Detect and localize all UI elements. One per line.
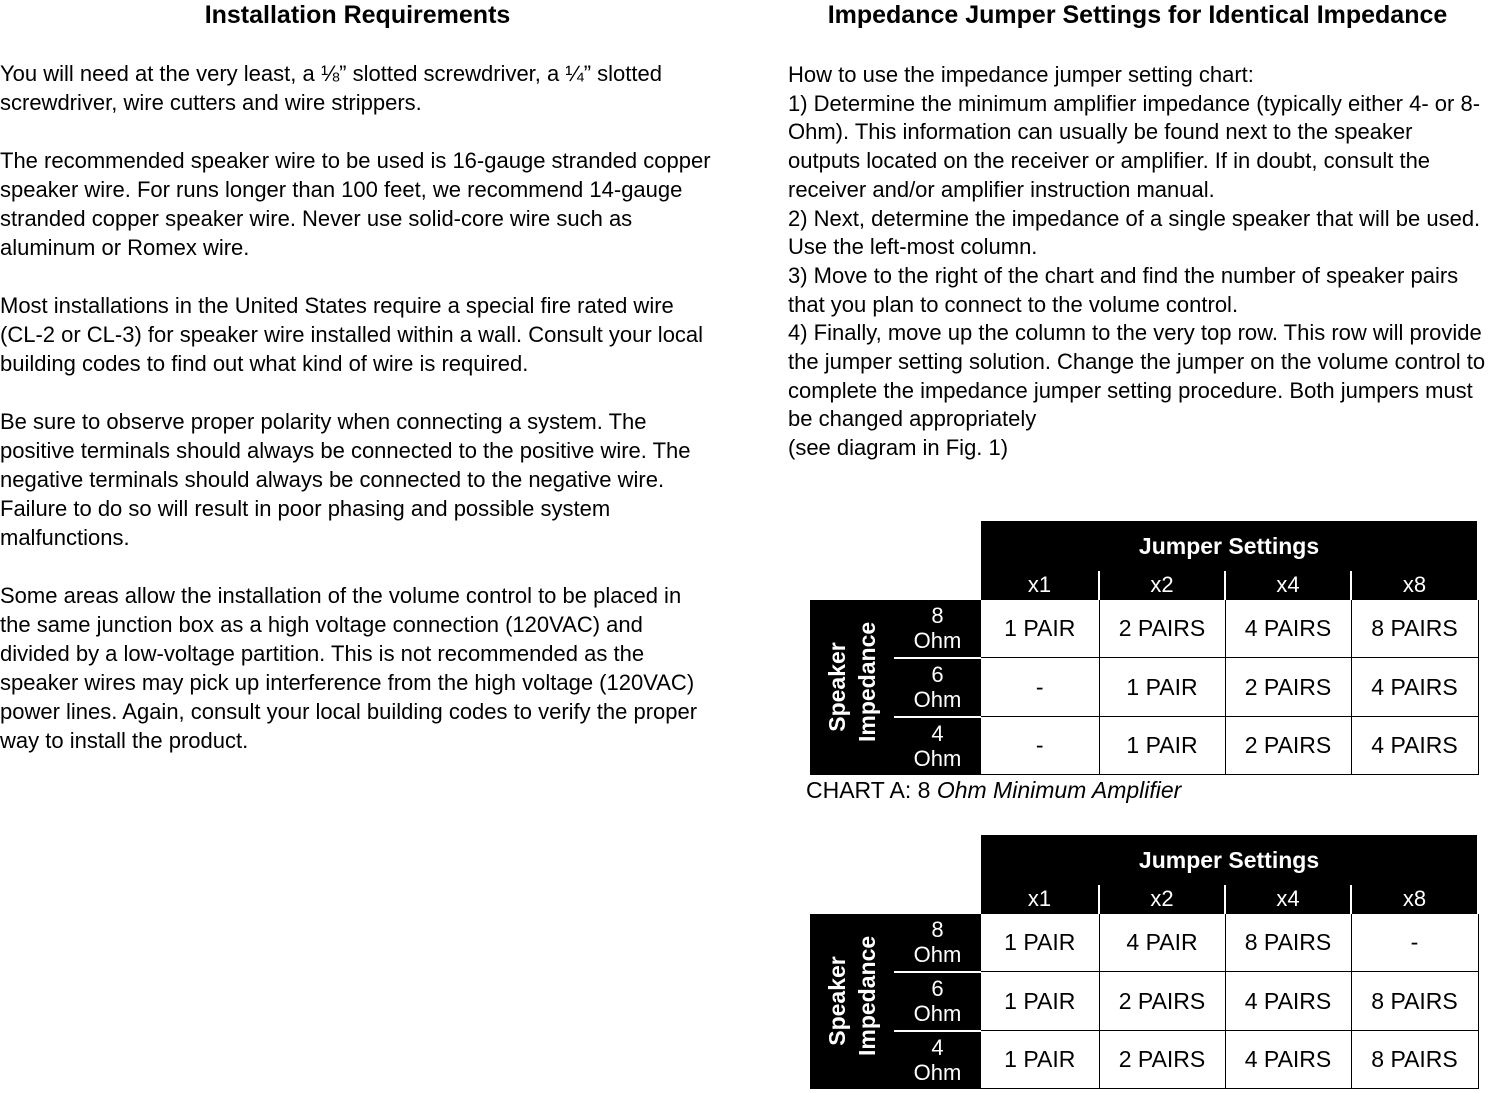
chart-a-imp-8: 8 Ohm — [894, 600, 981, 658]
chart-b-cell: 8 PAIRS — [1225, 914, 1351, 972]
chart-a-cell: 2 PAIRS — [1225, 658, 1351, 717]
chart-b-mult-x2: x2 — [1099, 885, 1225, 914]
chart-a-mult-x2: x2 — [1099, 571, 1225, 600]
chart-a-side-label: Speaker Impedance — [810, 600, 894, 775]
chart-a-table — [810, 521, 1479, 775]
paragraph-junction-box: Some areas allow the installation of the volume control to be placed in the same junction box as a high voltage connection (120VAC) and divided by a low-voltage partition. This is not recommended as the speaker wires may pick up interference from the high voltage (120VAC) power lines. Again, consult your local building codes to verify the proper way to install the product. — [0, 583, 698, 753]
instruction-see-diagram: (see diagram in Fig. 1) — [788, 435, 1009, 461]
chart-b-cell: 8 PAIRS — [1351, 972, 1478, 1031]
chart-a-cell: 1 PAIR — [1099, 717, 1225, 775]
chart-a-cell: 4 PAIRS — [1351, 658, 1478, 717]
chart-b-imp-8: 8 Ohm — [894, 914, 981, 972]
instruction-step-2: 2) Next, determine the impedance of a single speaker that will be used. Use the left-most column. — [788, 205, 1481, 260]
chart-b-cell: 4 PAIRS — [1225, 972, 1351, 1031]
chart-b-cell: 1 PAIR — [981, 972, 1099, 1031]
chart-b-cell: 4 PAIRS — [1225, 1031, 1351, 1089]
chart-a-cell: 8 PAIRS — [1351, 600, 1478, 658]
jumper-instructions — [786, 61, 1489, 463]
chart-a-imp-6: 6 Ohm — [894, 658, 981, 717]
installation-title: Installation Requirements — [204, 1, 511, 29]
chart-a-cell: 2 PAIRS — [1099, 600, 1225, 658]
installation-section — [0, 0, 715, 784]
chart-a-cell: 1 PAIR — [1099, 658, 1225, 717]
paragraph-wire-gauge: The recommended speaker wire to be used is 16-gauge stranded copper speaker wire. For runs longer than 100 feet, we recommend 14-gauge stranded copper speaker wire. Never use solid-core wire such as aluminum or Romex wire. — [0, 148, 711, 260]
chart-a-header: Jumper Settings — [981, 521, 1478, 571]
chart-a-caption: CHART A: 8 Ohm Minimum Amplifier — [806, 777, 1182, 803]
instruction-intro: How to use the impedance jumper setting chart: — [788, 62, 1254, 87]
chart-b-header: Jumper Settings — [981, 835, 1478, 885]
chart-b-imp-6: 6 Ohm — [894, 972, 981, 1031]
chart-b-cell: 1 PAIR — [981, 1031, 1099, 1089]
chart-b-cell: 2 PAIRS — [1099, 1031, 1225, 1089]
jumper-title: Impedance Jumper Settings for Identical Impedance — [827, 1, 1448, 29]
chart-a-mult-x8: x8 — [1351, 571, 1478, 600]
instruction-step-4: 4) Finally, move up the column to the very top row. This row will provide the jumper setting solution. Change the jumper on the volume control to complete the impedance jumper setting procedure. Both jumpers must be changed appropriately — [788, 320, 1486, 432]
chart-a-cell: - — [981, 717, 1099, 775]
chart-b-cell: 4 PAIR — [1099, 914, 1225, 972]
chart-a-cell: - — [981, 658, 1099, 717]
chart-b-table — [810, 835, 1479, 1089]
chart-b-imp-4: 4 Ohm — [894, 1031, 981, 1089]
instruction-step-1: 1) Determine the minimum amplifier impedance (typically either 4- or 8-Ohm). This information can usually be found next to the speaker outputs located on the receiver or amplifier. If in doubt, consult the receiver and/or amplifier instruction manual. — [788, 90, 1481, 202]
chart-b-mult-x8: x8 — [1351, 885, 1478, 914]
chart-a-imp-4: 4 Ohm — [894, 717, 981, 775]
chart-a-mult-x4: x4 — [1225, 571, 1351, 600]
chart-b-cell: 1 PAIR — [981, 914, 1099, 972]
instruction-step-3: 3) Move to the right of the chart and find the number of speaker pairs that you plan to connect to the volume control. — [788, 262, 1459, 317]
chart-b-mult-x1: x1 — [981, 885, 1099, 914]
chart-a-cell: 4 PAIRS — [1225, 600, 1351, 658]
chart-b-cell: 8 PAIRS — [1351, 1031, 1478, 1089]
installation-body — [0, 59, 715, 755]
chart-b-cell: 2 PAIRS — [1099, 972, 1225, 1031]
chart-a-cell: 1 PAIR — [981, 600, 1099, 658]
chart-b-cell: - — [1351, 914, 1478, 972]
chart-a-cell: 4 PAIRS — [1351, 717, 1478, 775]
paragraph-tools: You will need at the very least, a ⅛” slotted screwdriver, a ¼” slotted screwdriver, wire cutters and wire strippers. — [0, 61, 662, 115]
chart-b-mult-x4: x4 — [1225, 885, 1351, 914]
chart-a-cell: 2 PAIRS — [1225, 717, 1351, 775]
jumper-section — [786, 0, 1489, 463]
paragraph-polarity: Be sure to observe proper polarity when connecting a system. The positive terminals should always be connected to the positive wire. The negative terminals should always be connected to the negative wire. Failure to do so will result in poor phasing and possible system malfunctions. — [0, 409, 691, 550]
chart-a-mult-x1: x1 — [981, 571, 1099, 600]
paragraph-fire-rated: Most installations in the United States require a special fire rated wire (CL-2 or CL-3) for speaker wire installed within a wall. Consult your local building codes to find out what kind of wire is required. — [0, 293, 704, 376]
chart-b-side-label: Speaker Impedance — [810, 914, 894, 1089]
